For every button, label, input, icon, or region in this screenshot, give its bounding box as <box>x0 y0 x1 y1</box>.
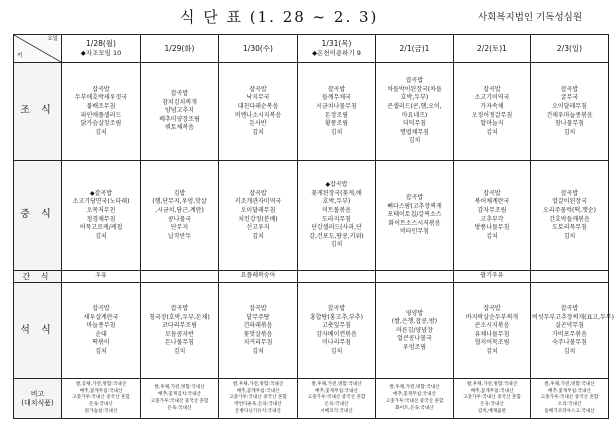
menu-item: 얼갈이된장국 <box>552 198 587 206</box>
menu-item: 잡곡밥 <box>249 189 267 197</box>
menu-item: 잡곡밥 <box>170 90 189 98</box>
menu-item: 불배조무침 <box>86 102 116 110</box>
snack-cell <box>376 271 454 283</box>
menu-item: 배추,꽃게무침:국내산 <box>548 388 591 394</box>
menu-item: 달무주탕 <box>246 313 270 321</box>
dinner-label: 석 식 <box>14 283 62 379</box>
lunch-cell <box>454 161 531 271</box>
menu-item: 배추,꽃게무침:국내산 <box>79 388 123 394</box>
menu-item: 치커리무침 <box>243 339 273 347</box>
menu-item: 우엉조림 <box>402 343 427 351</box>
day-header: 2/1(금)1 <box>376 35 454 63</box>
menu-item: 소고기미역국 <box>474 94 510 102</box>
menu-item: 떡볶이 <box>92 339 110 347</box>
menu-item: 고춧가루:국내산 중국산 혼합 <box>150 398 209 404</box>
menu-item: 돌배기코리아스고:국내산 <box>544 409 595 415</box>
menu-item: 김밥 <box>173 189 186 197</box>
menu-item: (대치식품) <box>21 398 54 407</box>
remarks-cell <box>62 379 141 419</box>
menu-item: 방풍나물무침 <box>474 224 510 232</box>
corner-cell <box>14 35 62 63</box>
menu-item: 신고우지 <box>246 224 270 232</box>
breakfast-cell <box>219 63 298 161</box>
menu-item: 마른김/양념장 <box>396 326 433 334</box>
menu-item: 화이트소스시저볶음 <box>388 219 441 227</box>
menu-item: 콘소시지볶음 <box>474 322 510 330</box>
menu-item: 고춧가루:국내산 중국산 혼합 <box>540 395 599 401</box>
menu-item: 김치 <box>563 232 576 240</box>
menu-item: 도라지무침 <box>322 215 351 223</box>
snack-row <box>14 271 609 283</box>
menu-item: 닭가슴살장조림 <box>80 120 122 128</box>
menu-item: 돈육:국내산 <box>480 402 504 408</box>
remarks-cell <box>219 379 298 419</box>
corner-day-label: 요일 <box>47 36 58 42</box>
menu-item: 새우살계란국 <box>83 313 119 321</box>
remarks-cell <box>376 379 454 419</box>
snack-cell <box>531 271 609 283</box>
menu-item: 잠치김치찌개 <box>162 98 197 106</box>
menu-item: 북어채계란국 <box>474 198 510 206</box>
menu-item: 김치 <box>563 128 576 136</box>
menu-item: 배추,꽃게무침:국내산 <box>393 391 436 397</box>
menu-item: 쌀,후채,가전,멍함:국내산 <box>389 385 440 391</box>
dinner-cell <box>141 283 219 379</box>
menu-item: 버섯두부고추장찌개(표고,두부) <box>532 313 614 321</box>
snack-cell: 요플레복숭아 <box>219 271 298 283</box>
menu-item: 김치 <box>252 232 264 240</box>
menu-item: 김치 <box>252 347 264 355</box>
menu-item: 시베코기:국내산 <box>320 409 353 415</box>
remarks-cell <box>531 379 609 419</box>
corner-meal-label: 끼 <box>17 53 23 60</box>
menu-item: 오이달래무침 <box>552 102 587 110</box>
menu-item: 쌀,후채,가전,멍함:국내산 <box>154 385 205 391</box>
menu-item: (쌀,은행,잡콩,밤) <box>391 318 438 326</box>
menu-item: 감자베이컨볶음 <box>316 330 357 338</box>
lunch-row <box>14 161 609 271</box>
menu-item: 실곤약무침 <box>555 322 584 330</box>
menu-item: 돈사반 <box>249 120 267 128</box>
menu-item: 건파래볶음 <box>243 322 273 330</box>
menu-item: 단감샐러드(사과,단 <box>311 224 362 232</box>
menu-item: 비타민무침 <box>400 228 429 236</box>
dinner-cell <box>454 283 531 379</box>
remarks-label <box>14 379 62 419</box>
remarks-row <box>14 379 609 419</box>
breakfast-cell <box>141 63 219 161</box>
menu-item: 감,건포도,땅콩,키위) <box>309 232 364 240</box>
menu-item: 쌀,콩채,가전,멍함:국내산 <box>75 381 127 387</box>
menu-item: 마늘종무침 <box>86 322 116 330</box>
menu-item: 미트볼볶음 <box>322 206 351 214</box>
menu-item: 호박,두부) <box>400 94 429 102</box>
menu-item: 잡곡밥 <box>327 85 346 93</box>
day-header: 1/29(화) <box>141 35 219 63</box>
menu-item: 김치 <box>95 128 107 136</box>
menu-item: 파인애플샐러드 <box>80 111 122 119</box>
menu-item: ,시금치,당근,계란) <box>155 206 204 214</box>
menu-item: 배추,꽃게무침:국내산 <box>236 388 280 394</box>
menu-item: 오리주물럭(떡,깻순) <box>543 206 596 214</box>
menu-item: 잡곡밥 <box>405 77 424 85</box>
menu-item: 돈육:국내산 <box>167 405 192 411</box>
menu-item: 납작만두 <box>167 232 192 240</box>
menu-item: 콩나물국 <box>167 215 192 223</box>
snack-label: 간 식 <box>14 271 62 283</box>
snack-cell <box>298 271 376 283</box>
dinner-cell <box>531 283 614 379</box>
menu-item: 돈육:국내산 <box>324 402 349 408</box>
menu-item: 호박,두부) <box>322 198 351 206</box>
menu-item: 김치 <box>330 241 343 249</box>
menu-item: 돈육:국내산 <box>89 402 113 408</box>
menu-item: 뼈다스팜(고추장찌게 <box>387 202 442 210</box>
menu-item: ◆잡곡밥 <box>89 189 112 197</box>
menu-table <box>13 34 614 419</box>
menu-item: 치킨강정(분배) <box>238 215 278 223</box>
menu-item: 꽃게된장국(꽃게,애 <box>311 189 362 197</box>
menu-item: 김치 <box>486 347 498 355</box>
dinner-row <box>14 283 609 379</box>
lunch-label: 중 식 <box>14 161 62 271</box>
menu-item: 잡곡밥 <box>249 305 267 313</box>
menu-item: 김치 <box>252 128 264 136</box>
menu-item: 고추부각 <box>480 215 504 223</box>
menu-item: 꽃맛살볶음 <box>243 330 273 338</box>
menu-item: 얼큰콩나물국 <box>397 335 432 343</box>
menu-item: 잡곡밥 <box>483 85 501 93</box>
menu-item: 박련다운육,돈육:국내산 <box>234 402 282 408</box>
menu-item: 돈장조림 <box>324 111 349 119</box>
menu-item: 미나리무침 <box>322 339 351 347</box>
menu-item: 차돌박이된장국(차돌 <box>387 85 442 93</box>
menu-item: ◆잡곡밥 <box>325 181 348 189</box>
menu-item: 비엔나소시지복음 <box>234 111 282 119</box>
menu-item: 고춧가루:국내산 중국산 혼합 <box>229 395 287 401</box>
menu-item: 돈방다닌기유지:국내산 <box>235 409 281 415</box>
menu-item: 잡곡밥 <box>560 305 579 313</box>
menu-item: (햄,단무지,우엉,맛살 <box>152 198 207 206</box>
lunch-cell <box>62 161 141 271</box>
menu-item: 잡곡밥 <box>483 189 501 197</box>
breakfast-cell <box>531 63 609 161</box>
menu-item: 잡곡밥 <box>170 305 189 313</box>
menu-item: 시금치나물무침 <box>316 102 357 110</box>
menu-item: 화이트,돈육:국내산 <box>395 405 434 411</box>
menu-item: 두부애호박새우젓국 <box>74 94 128 102</box>
dinner-cell <box>376 283 454 379</box>
lunch-cell <box>141 161 219 271</box>
menu-item: 고춧가루:국내산 중국산 혼합 <box>385 398 444 404</box>
day-header: 1/30(수) <box>219 35 298 63</box>
breakfast-row <box>14 63 609 161</box>
menu-item: 잡곡밥 <box>92 305 110 313</box>
snack-cell <box>141 271 219 283</box>
menu-item: 오리:국내산 <box>557 402 582 408</box>
menu-item: 쌀,후채,가전,멍함:국내산 <box>311 381 362 387</box>
menu-item: 고춧잎무침 <box>322 322 351 330</box>
menu-item: 김치 <box>486 232 498 240</box>
remarks-cell <box>141 379 219 419</box>
menu-item: 쌀,후채,가전,멍함:국내산 <box>466 381 518 387</box>
day-header: 2/3(일) <box>531 35 609 63</box>
menu-item: 순대 <box>95 330 107 338</box>
menu-item: 모듬콩자반 <box>165 330 194 338</box>
menu-item: 고춧가루:국내산 중국산 혼합 <box>307 395 366 401</box>
menu-item: 어묵고로케/케첩 <box>79 224 123 232</box>
menu-item: 잡곡밥 <box>405 194 424 202</box>
breakfast-cell <box>62 63 141 161</box>
menu-item: 낙지무국 <box>246 94 270 102</box>
menu-item: 코다리무조림 <box>162 322 197 330</box>
menu-item: 유채나물무침 <box>474 330 510 338</box>
breakfast-cell <box>376 63 454 161</box>
remarks-cell <box>454 379 531 419</box>
menu-item: 배추미양장조림 <box>159 115 200 123</box>
menu-item: 도토리묵무침 <box>552 224 587 232</box>
menu-item: 알마늘지 <box>480 120 504 128</box>
menu-item: 들깨무채국 <box>322 94 351 102</box>
day-header: 2/2(토)1 <box>454 35 531 63</box>
menu-item: 마요네즈) <box>401 111 428 119</box>
menu-item: 오이달래무침 <box>240 206 276 214</box>
menu-item: 고춧가루:국내산 중국산 혼합 <box>463 395 521 401</box>
menu-item: 청국장(호박,두부,돈채) <box>149 313 210 321</box>
menu-item: 김치 <box>486 128 498 136</box>
menu-item: 배추,꽃게김치:국내산 <box>158 391 201 397</box>
menu-item: 닭가슴살:국내산 <box>84 409 118 415</box>
snack-cell: 우유 <box>62 271 141 283</box>
lunch-cell <box>219 161 298 271</box>
menu-item: 단무지 <box>170 224 189 232</box>
menu-item: 바지락살순두부찌개 <box>465 313 519 321</box>
lunch-cell <box>531 161 609 271</box>
menu-item: 잡곡밥 <box>483 305 501 313</box>
menu-item: 잡곡밥 <box>560 85 579 93</box>
menu-item: 돈나물무침 <box>165 339 194 347</box>
menu-item: 잡곡밥 <box>560 189 579 197</box>
menu-item: 참나물무침 <box>555 120 584 128</box>
menu-item: 건새우마늘종볶음 <box>546 111 593 119</box>
dinner-cell <box>62 283 141 379</box>
menu-item: 숙주나물무침 <box>552 339 587 347</box>
breakfast-cell <box>454 63 531 161</box>
menu-item: 키조개관자미역국 <box>234 198 282 206</box>
page-title: 식 단 표 (1. 28 ~ 2. 3) <box>180 8 379 26</box>
day-header: 1/28(월) ◆자조모임 10 <box>62 35 141 63</box>
menu-item: 김치 <box>563 347 576 355</box>
menu-item: 김치 <box>95 232 107 240</box>
dinner-cell <box>219 283 298 379</box>
lunch-cell <box>298 161 376 271</box>
menu-item: 김치 <box>330 128 343 136</box>
snack-cell: 팔기우유 <box>454 271 531 283</box>
menu-item: 굴무국 <box>560 94 579 102</box>
menu-item: 비고 <box>30 389 45 398</box>
menu-item: 배추,꽃게무침:국내산 <box>315 388 358 394</box>
day-header: 1/31(목) ◆온천이용하기 9 <box>298 35 376 63</box>
menu-item: 잡곡밥 <box>327 305 346 313</box>
menu-item: 간호박들깨볶음 <box>549 215 590 223</box>
remarks-cell <box>298 379 376 419</box>
menu-item: 영양밥 <box>405 309 424 317</box>
menu-item: 잡곡밥 <box>92 85 110 93</box>
breakfast-label: 조 식 <box>14 63 62 161</box>
menu-item: 가자속채 <box>480 102 504 110</box>
menu-item: 배추,꽃게무침:국내산 <box>470 388 514 394</box>
menu-item: 협지어묵조림 <box>474 339 510 347</box>
menu-item: 잡곡밥 <box>249 85 267 93</box>
menu-item: 김치 <box>330 347 343 355</box>
menu-item: 양념고추지 <box>165 107 194 115</box>
menu-item: 쿼토체복음 <box>165 124 194 132</box>
menu-item: 가비포무볶음 <box>552 330 587 338</box>
menu-item: 오목저무친 <box>86 206 116 214</box>
breakfast-cell <box>298 63 376 161</box>
dinner-cell <box>298 283 376 379</box>
menu-item: 콘샐러드(콘,햄,오이, <box>387 102 442 110</box>
menu-item: 청경채무침 <box>86 215 116 223</box>
menu-item: 황풍조림 <box>324 120 349 128</box>
menu-item: 김치 <box>173 347 186 355</box>
menu-item: 더덕무침 <box>402 120 427 128</box>
menu-item: 명엽채무침 <box>400 128 429 136</box>
menu-item: 홍합탕(홍고추,부추) <box>310 313 363 321</box>
menu-item: 쌀,후채,가전,멍함:국내산 <box>232 381 284 387</box>
menu-item: 소고기당면국(노타래) <box>72 198 130 206</box>
menu-item: 감치,배재쿰관 <box>477 409 507 415</box>
organization-name: 사회복지법인 기독성심원 <box>478 12 582 23</box>
menu-item: 김치 <box>95 347 107 355</box>
lunch-cell <box>376 161 454 271</box>
header-row <box>14 35 609 63</box>
menu-item: 오징어젓갈무침 <box>471 111 513 119</box>
menu-item: 포테이토칩/갈릭소스 <box>387 211 442 219</box>
menu-item: 김치 <box>408 137 421 145</box>
menu-item: 쌀,후채,가전,멍함:국내산 <box>544 381 595 387</box>
menu-item: 고춧가루:국내산 중국산 혼합 <box>72 395 130 401</box>
menu-item: 감자무조림 <box>477 206 507 214</box>
menu-item: 대친다래순복음 <box>237 102 279 110</box>
